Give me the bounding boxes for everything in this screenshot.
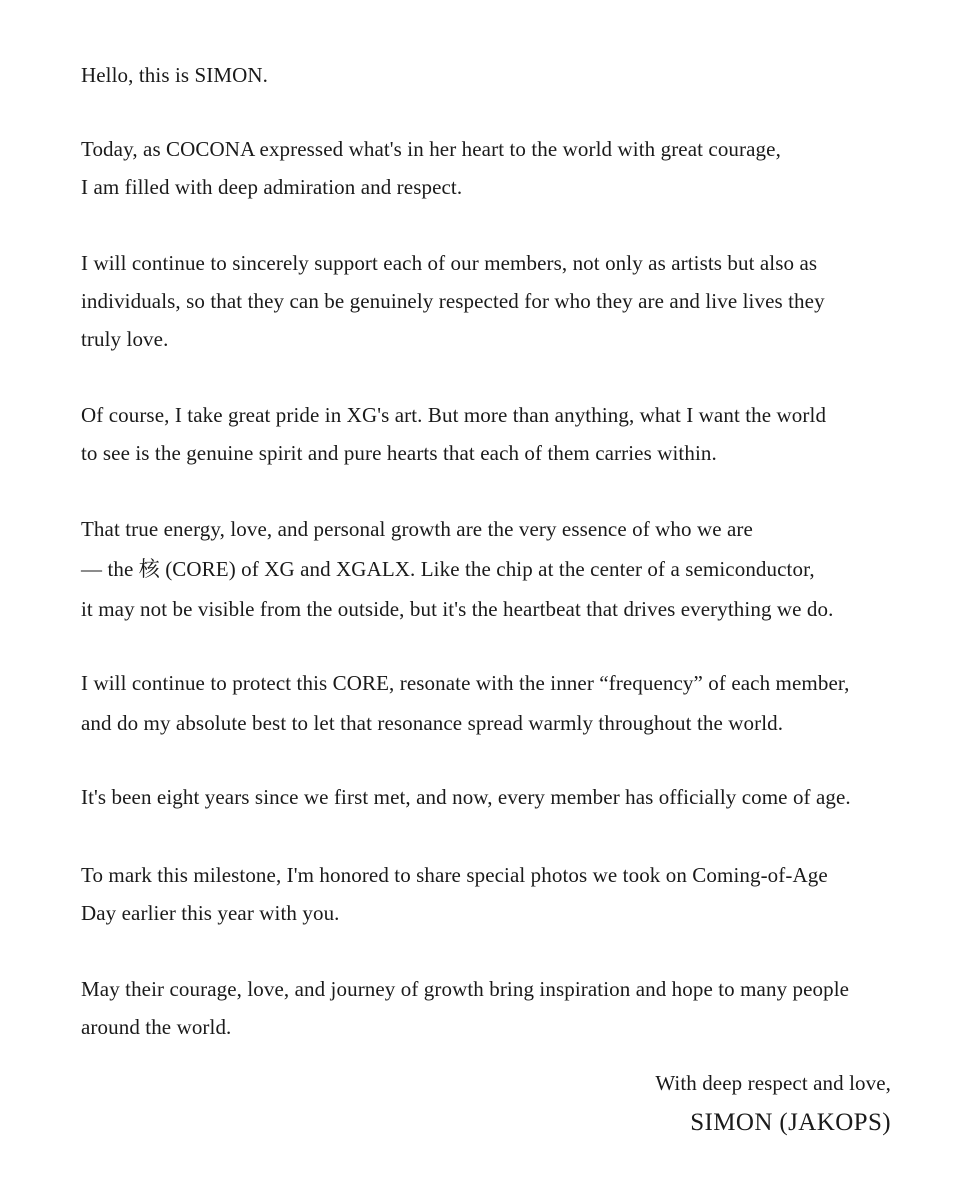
paragraph-5-line-2: and do my absolute best to let that resonance spread warmly throughout the world. xyxy=(81,711,784,735)
paragraph-2-line-3: truly love. xyxy=(81,327,169,351)
paragraph-7-line-2: Day earlier this year with you. xyxy=(81,901,340,925)
greeting-text: Hello, this is SIMON. xyxy=(81,63,269,87)
paragraph-8-line-2: around the world. xyxy=(81,1015,232,1039)
signature: SIMON (JAKOPS) xyxy=(690,1109,891,1136)
paragraph-3-line-1: Of course, I take great pride in XG's art. But more than anything, what I want the world xyxy=(81,403,827,427)
paragraph-1-line-1: Today, as COCONA expressed what's in her heart to the world with great courage, xyxy=(81,137,781,161)
paragraph-2-line-2: individuals, so that they can be genuinely respected for who they are and live lives they xyxy=(81,289,825,313)
closing-line: With deep respect and love, xyxy=(655,1071,891,1095)
paragraph-4-line-1: That true energy, love, and personal growth are the very essence of who we are xyxy=(81,517,753,541)
paragraph-2-line-1: I will continue to sincerely support each of our members, not only as artists but also as xyxy=(81,251,818,275)
paragraph-6-line-1: It's been eight years since we first met, and now, every member has officially come of age. xyxy=(81,785,851,809)
paragraph-4-line-3: it may not be visible from the outside, but it's the heartbeat that drives everything we do. xyxy=(81,597,834,621)
paragraph-4-line-2: — the 核 (CORE) of XG and XGALX. Like the chip at the center of a semiconductor, xyxy=(81,557,815,581)
paragraph-1-line-2: I am filled with deep admiration and respect. xyxy=(81,175,463,199)
paragraph-8-line-1: May their courage, love, and journey of growth bring inspiration and hope to many people xyxy=(81,977,850,1001)
paragraph-5-line-1: I will continue to protect this CORE, resonate with the inner “frequency” of each member, xyxy=(81,671,850,695)
paragraph-3-line-2: to see is the genuine spirit and pure hearts that each of them carries within. xyxy=(81,441,717,465)
paragraph-7-line-1: To mark this milestone, I'm honored to share special photos we took on Coming-of-Age xyxy=(81,863,828,887)
